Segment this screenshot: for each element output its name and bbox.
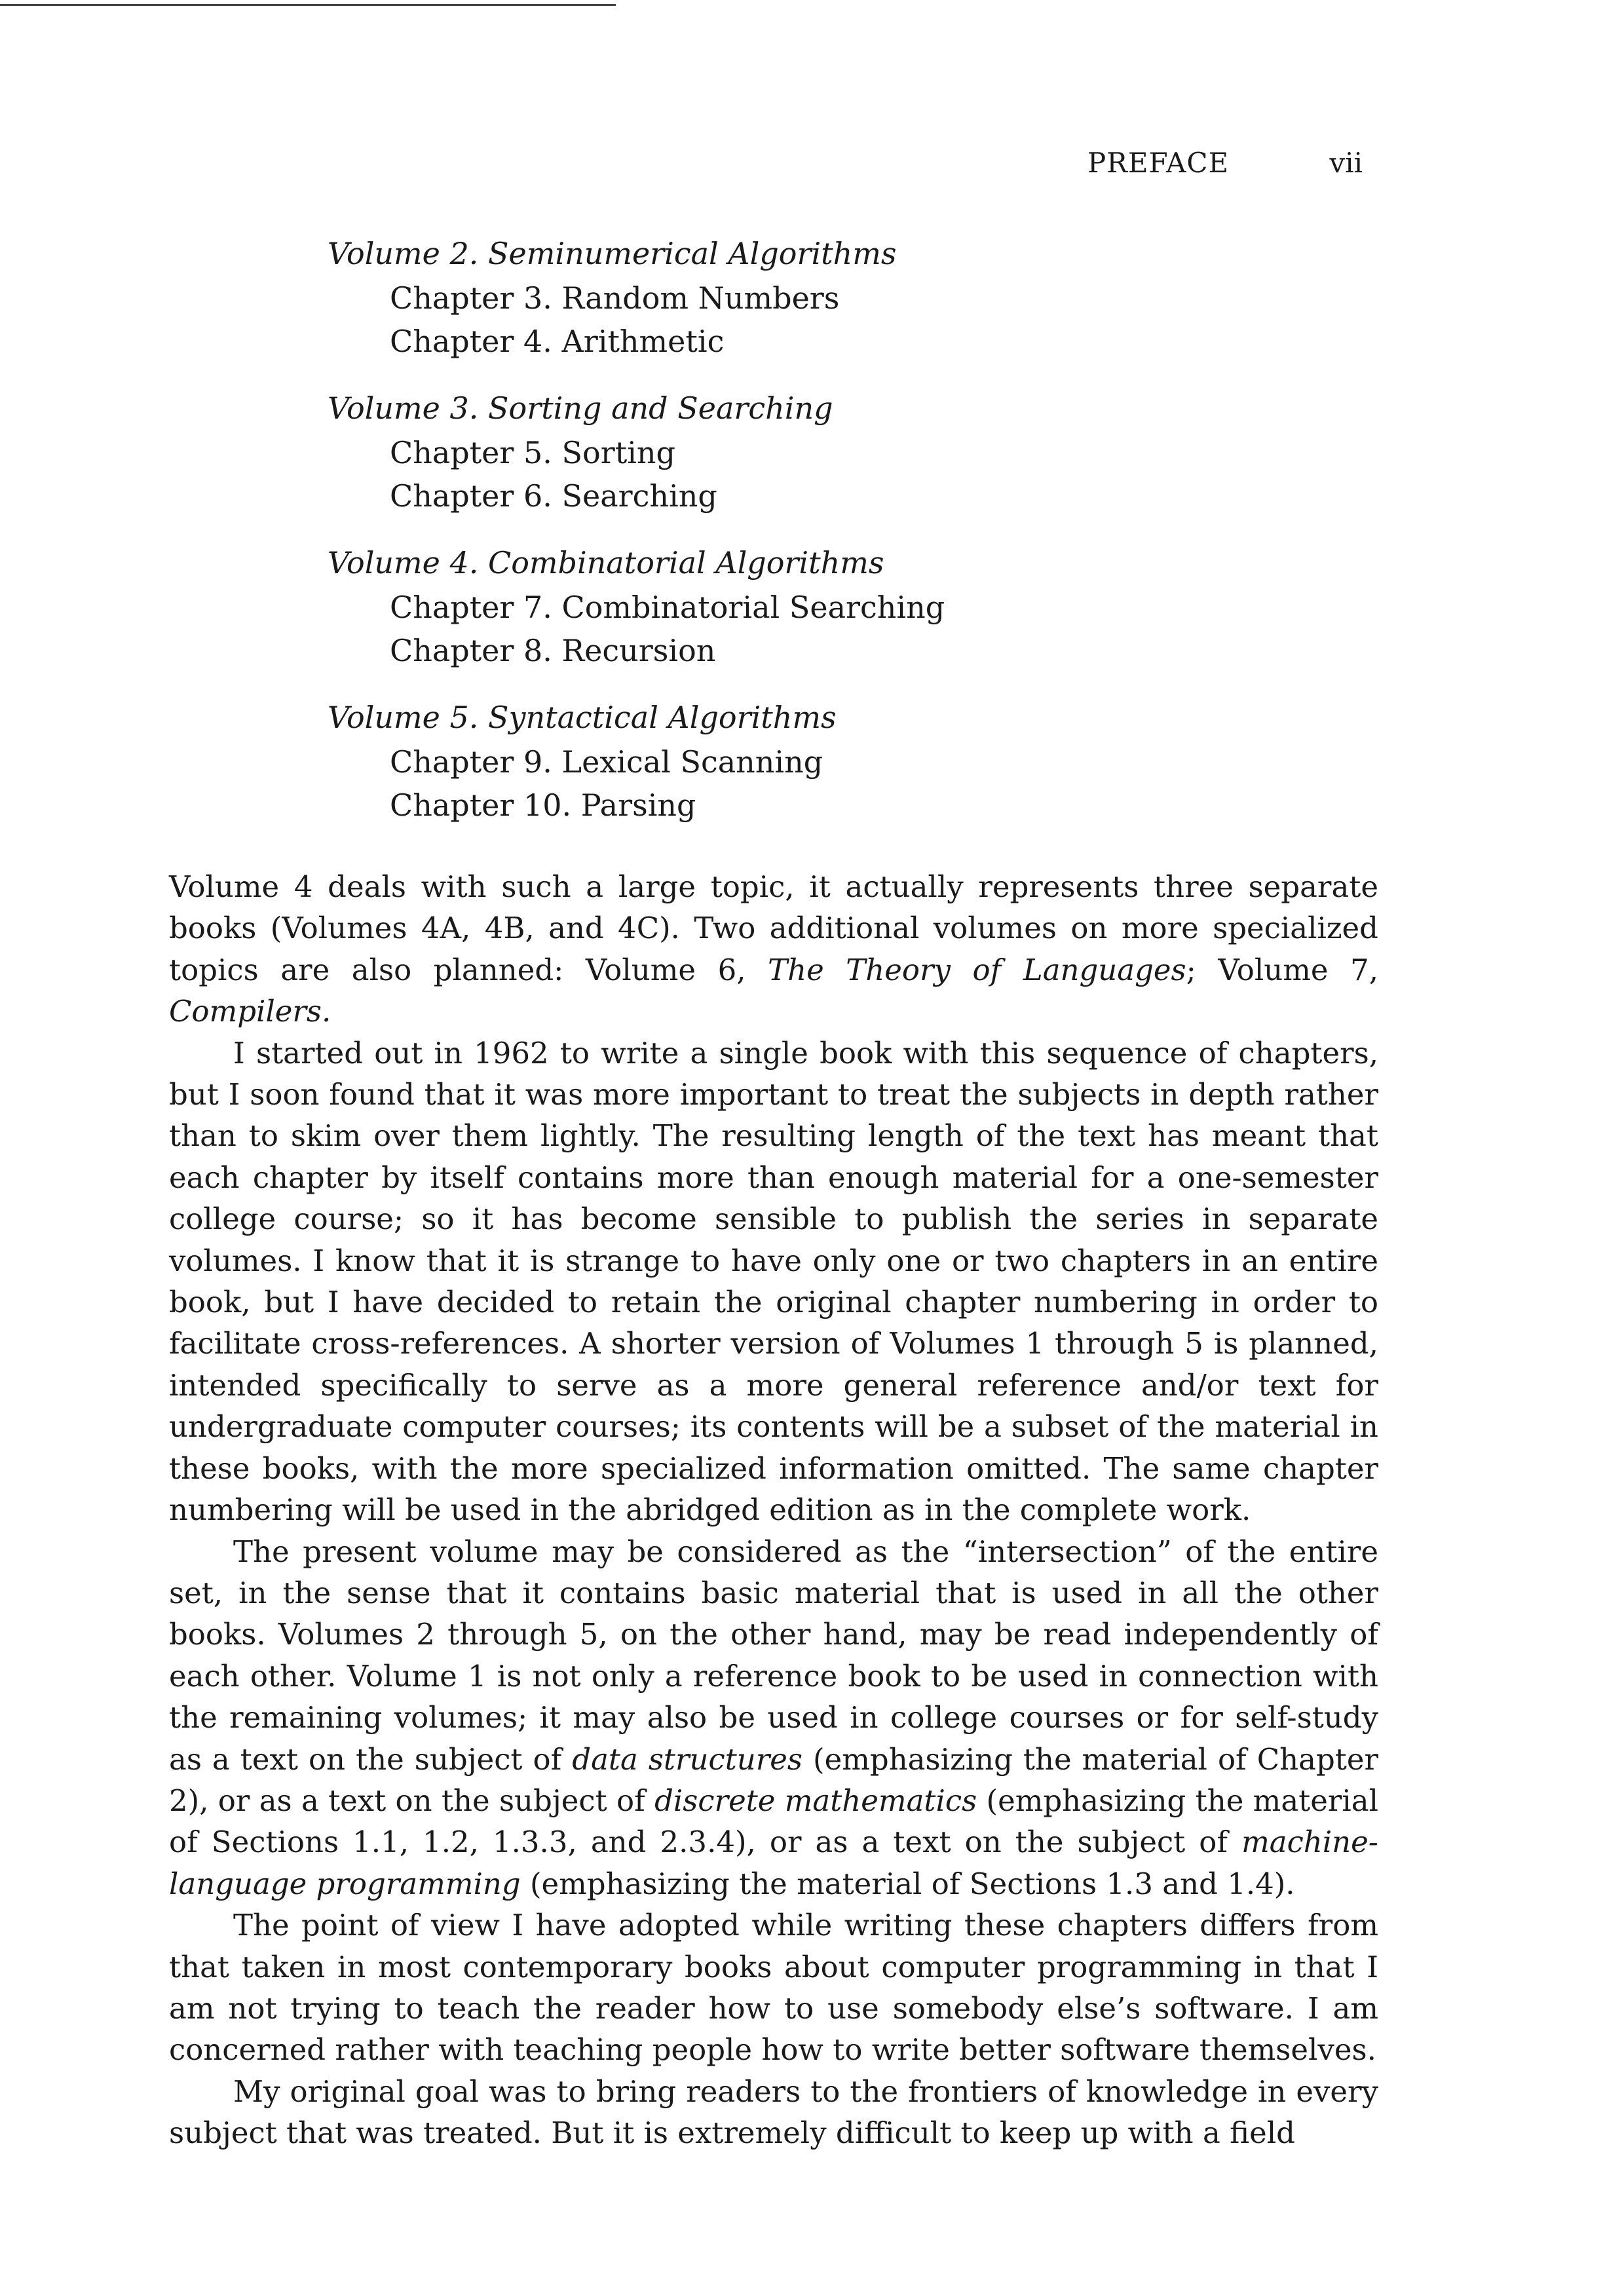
chapter-entry: Chapter 3. Random Numbers	[390, 280, 840, 316]
volume-entry	[328, 540, 1408, 672]
paragraph-original-goal: My original goal was to bring readers to the frontiers of knowledge in every subject that was treated. But it is extremely difficult to keep up with a field	[169, 2074, 1378, 2151]
paragraph-volume-four	[169, 866, 1378, 1033]
volume-title: Volume 2. Seminumerical Algorithms	[328, 236, 897, 271]
top-rule	[0, 4, 616, 6]
text-run: (emphasizing the material of Chapter 2), or as a text on the subject of	[169, 1741, 1378, 1818]
volume-contents-list	[328, 231, 1408, 849]
volume-entry	[328, 385, 1408, 518]
book-title-theory-of-languages: The Theory of Languages	[768, 952, 1186, 987]
text-run: Volume 4 deals with such a large topic, it actually represents three separate books (Volumes 4A, 4B, and 4C). Two additional volumes on more specialized topics are also planned: Volume 6,	[169, 869, 1378, 987]
paragraph-history: I started out in 1962 to write a single book with this sequence of chapters, but I soon found that it was more important to treat the subjects in depth rather than to skim over them lightly. The resulting length of the text has meant that each chapter by itself contains more than enough material for a one-semester college course; so it has become sensible to publish the series in separate volumes. I know that it is strange to have only one or two chapters in an entire book, but I have decided to retain the original chapter numbering in order to facilitate cross-references. A shorter version of Volumes 1 through 5 is planned, intended specifically to serve as a more general reference and/or text for undergraduate computer courses; its contents will be a subset of the material in these books, with the more specialized information omitted. The same chapter numbering will be used in the abridged edition as in the complete work.	[169, 1035, 1378, 1528]
emphasis-discrete-mathematics: discrete mathematics	[654, 1783, 977, 1818]
emphasis-machine-language-programming: machine-language programming	[169, 1825, 1378, 1901]
chapter-entry: Chapter 10. Parsing	[390, 787, 696, 823]
book-title-compilers: Compilers.	[169, 994, 331, 1029]
paragraph-point-of-view: The point of view I have adopted while writing these chapters differs from that taken in most contemporary books about computer programming in that I am not trying to teach the reader how to use somebody else’s software. I am concerned rather with teaching people how to write better software themselves.	[169, 1908, 1378, 2068]
chapter-entry: Chapter 9. Lexical Scanning	[390, 744, 823, 780]
chapter-entry: Chapter 4. Arithmetic	[390, 324, 725, 359]
text-run: (emphasizing the material of Sections 1.1, 1.2, 1.3.3, and 2.3.4), or as a text on the subject of	[169, 1783, 1379, 1860]
volume-title: Volume 5. Syntactical Algorithms	[328, 700, 837, 735]
page-number: vii	[1329, 147, 1363, 179]
chapter-entry: Chapter 5. Sorting	[390, 435, 675, 470]
text-run: (emphasizing the material of Sections 1.3 and 1.4).	[520, 1866, 1295, 1901]
chapter-entry: Chapter 6. Searching	[390, 478, 717, 514]
volume-entry	[328, 694, 1408, 827]
body-text	[169, 866, 1378, 2154]
text-run: ; Volume 7,	[1186, 952, 1379, 987]
running-head-title: PREFACE	[1087, 147, 1230, 179]
emphasis-data-structures: data structures	[572, 1741, 803, 1777]
text-run: The present volume may be considered as the “intersection” of the entire set, in the sense that it contains basic material that is used in all the other books. Volumes 2 through 5, on the other hand, may be read independently of each other. Volume 1 is not only a reference book to be used in connection with the remaining volumes; it may also be used in college courses or for self-study as a text on the subject of	[169, 1534, 1378, 1777]
chapter-entry: Chapter 7. Combinatorial Searching	[390, 590, 945, 625]
volume-entry	[328, 231, 1408, 363]
volume-title: Volume 3. Sorting and Searching	[328, 390, 833, 426]
running-header	[1087, 147, 1389, 186]
volume-title: Volume 4. Combinatorial Algorithms	[328, 545, 884, 580]
chapter-entry: Chapter 8. Recursion	[390, 633, 716, 668]
paragraph-present-volume	[169, 1531, 1378, 1905]
